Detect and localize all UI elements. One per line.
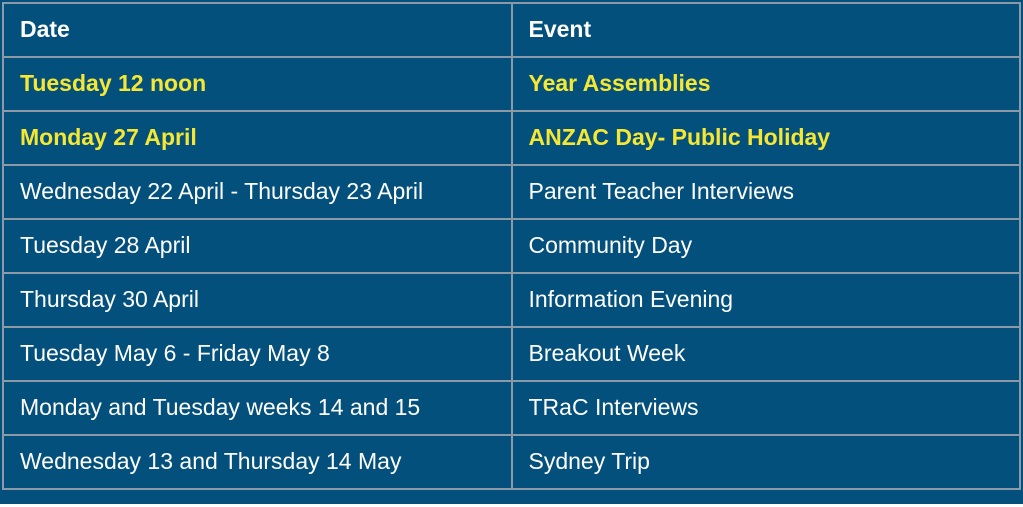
header-row	[3, 3, 1020, 57]
table-row	[3, 435, 1020, 489]
column-header-event: Event	[512, 3, 1021, 57]
date-cell: Tuesday 28 April	[3, 219, 512, 273]
event-cell: Sydney Trip	[512, 435, 1021, 489]
table-body	[3, 57, 1020, 489]
table-header	[3, 3, 1020, 57]
date-cell: Thursday 30 April	[3, 273, 512, 327]
table-row	[3, 327, 1020, 381]
table-row	[3, 273, 1020, 327]
column-header-date: Date	[3, 3, 512, 57]
event-cell: Parent Teacher Interviews	[512, 165, 1021, 219]
event-cell: Year Assemblies	[512, 57, 1021, 111]
table-row	[3, 111, 1020, 165]
event-cell: Breakout Week	[512, 327, 1021, 381]
table-row	[3, 165, 1020, 219]
event-cell: Information Evening	[512, 273, 1021, 327]
table-row	[3, 381, 1020, 435]
event-cell: TRaC Interviews	[512, 381, 1021, 435]
date-cell: Wednesday 22 April - Thursday 23 April	[3, 165, 512, 219]
date-cell: Tuesday 12 noon	[3, 57, 512, 111]
schedule-table	[2, 2, 1021, 490]
date-cell: Tuesday May 6 - Friday May 8	[3, 327, 512, 381]
table-row	[3, 57, 1020, 111]
event-cell: ANZAC Day- Public Holiday	[512, 111, 1021, 165]
event-cell: Community Day	[512, 219, 1021, 273]
date-cell: Monday 27 April	[3, 111, 512, 165]
date-cell: Wednesday 13 and Thursday 14 May	[3, 435, 512, 489]
date-cell: Monday and Tuesday weeks 14 and 15	[3, 381, 512, 435]
table-row	[3, 219, 1020, 273]
